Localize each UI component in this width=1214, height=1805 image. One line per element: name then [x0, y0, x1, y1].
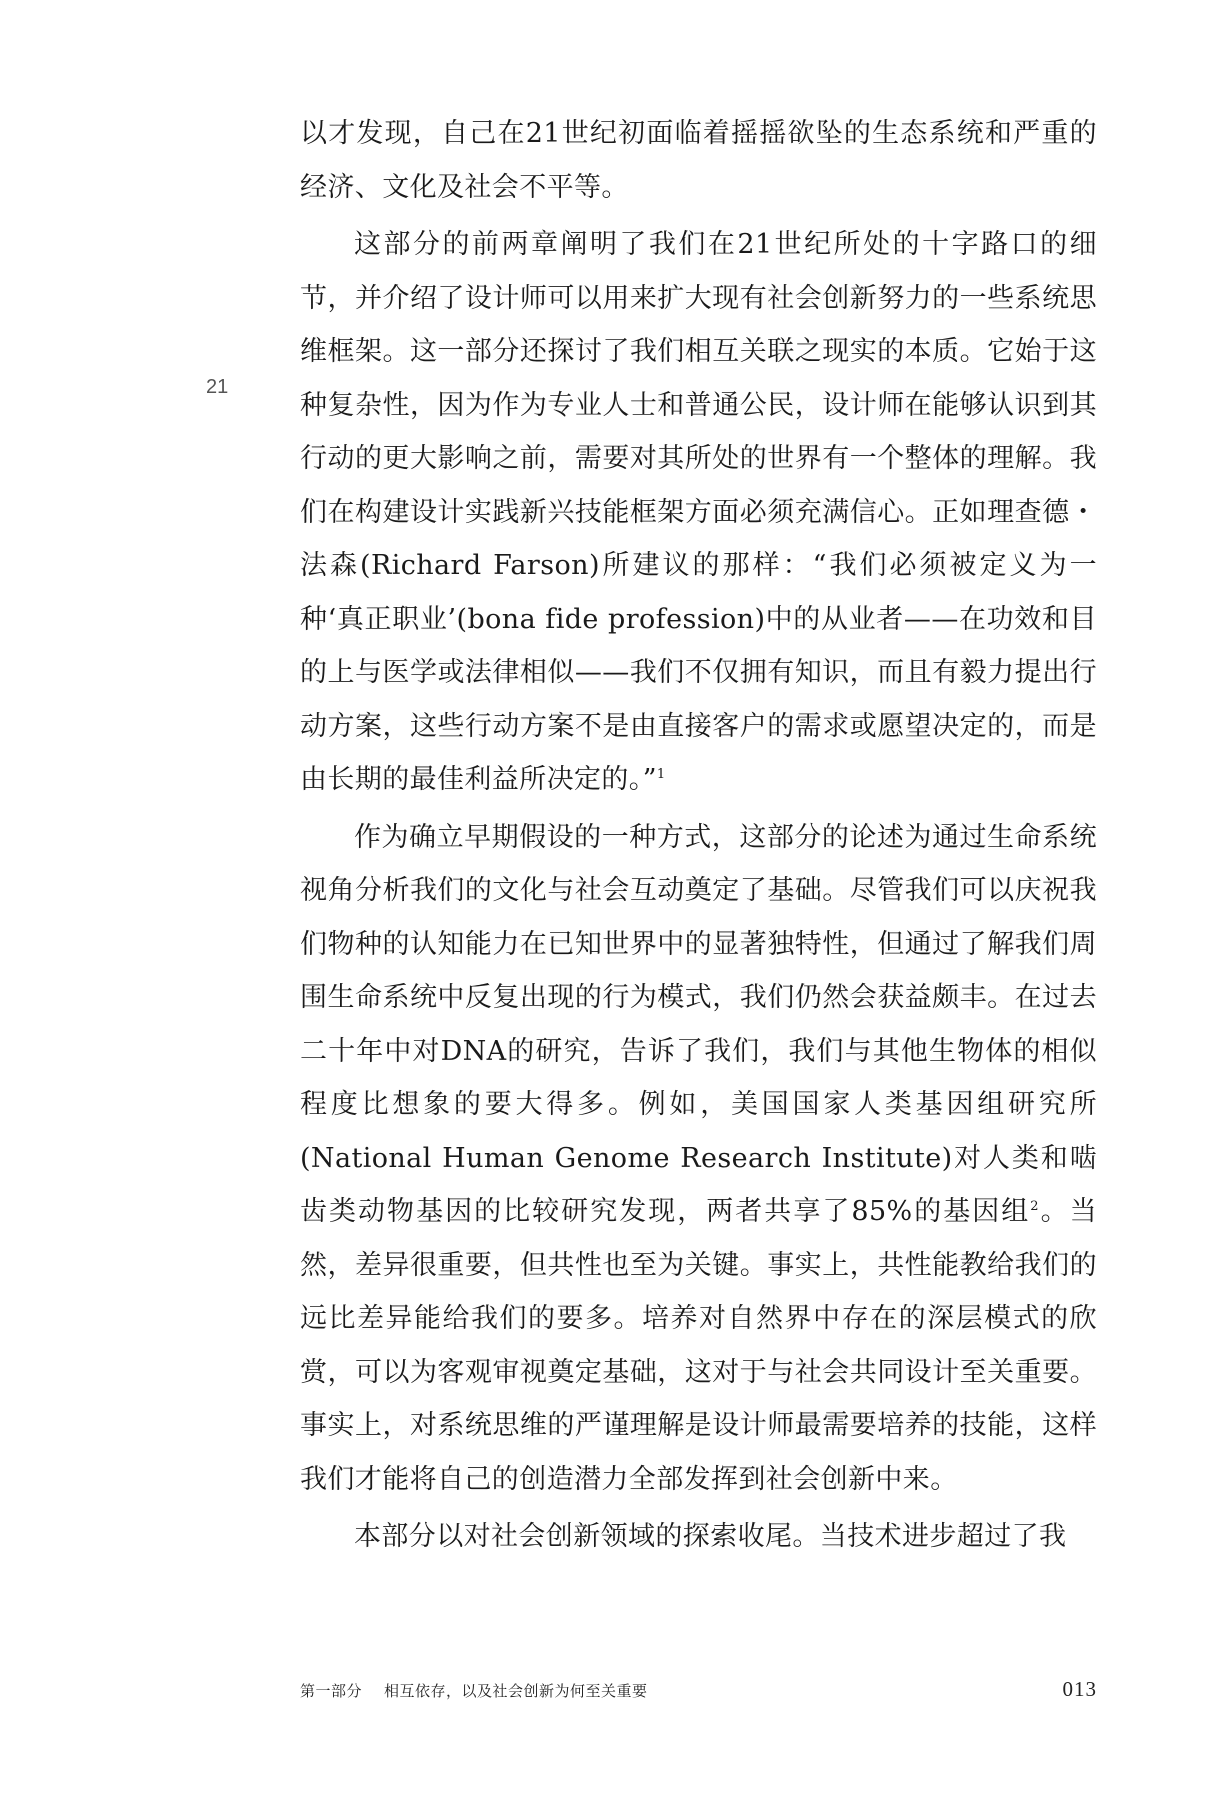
paragraph-4 — [300, 1510, 1097, 1564]
paragraph-1 — [300, 107, 1097, 214]
paragraph-4-text: 本部分以对社会创新领域的探索收尾。当技术进步超过了我 — [354, 1521, 1067, 1552]
margin-page-number: 21 — [206, 376, 229, 398]
paragraph-2 — [300, 218, 1097, 807]
page-folio: 013 — [1062, 1677, 1097, 1701]
paragraph-2-text: 这部分的前两章阐明了我们在21世纪所处的十字路口的细节，并介绍了设计师可以用来扩大现有社会创新努力的一些系统思维框架。这一部分还探讨了我们相互关联之现实的本质。它始于这种复杂性，因为作为专业人士和普通公民，设计师在能够认识到其行动的更大影响之前，需要对其所处的世界有一个整体的理解。我们在构建设计实践新兴技能框架方面必须充满信心。正如理查德・法森(Richard Farson)所建议的那样：“我们必须被定义为一种‘真正职业’(bona fide profession)中的从业者——在功效和目的上与医学或法律相似——我们不仅拥有知识，而且有毅力提出行动方案，这些行动方案不是由直接客户的需求或愿望决定的，而是由长期的最佳利益所决定的。” — [300, 229, 1097, 795]
paragraph-3 — [300, 811, 1097, 1507]
running-footer-title — [300, 1680, 648, 1701]
paragraph-3-text: 作为确立早期假设的一种方式，这部分的论述为通过生命系统视角分析我们的文化与社会互动奠定了基础。尽管我们可以庆祝我们物种的认知能力在已知世界中的显著独特性，但通过了解我们周围生命系统中反复出现的行为模式，我们仍然会获益颇丰。在过去二十年中对DNA的研究，告诉了我们，我们与其他生物体的相似程度比想象的要大得多。例如，美国国家人类基因组研究所(National Human Genome Research Institute)对人类和啮齿类动物基因的比较研究发现，两者共享了85%的基因组 — [300, 821, 1097, 1227]
footer-part-label: 第一部分 — [300, 1682, 363, 1700]
footnote-ref-2: 2 — [1030, 1199, 1039, 1214]
running-footer — [300, 1677, 1097, 1702]
body-text — [300, 107, 1097, 1564]
paragraph-3-text-continued: 。当然，差异很重要，但共性也至为关键。事实上，共性能教给我们的远比差异能给我们的要多。培养对自然界中存在的深层模式的欣赏，可以为客观审视奠定基础，这对于与社会共同设计至关重要。事实上，对系统思维的严谨理解是设计师最需要培养的技能，这样我们才能将自己的创造潜力全部发挥到社会创新中来。 — [300, 1196, 1097, 1495]
paragraph-1-text: 以才发现，自己在21世纪初面临着摇摇欲坠的生态系统和严重的经济、文化及社会不平等。 — [300, 118, 1097, 203]
footnote-ref-1: 1 — [656, 767, 666, 782]
footer-chapter-title: 相互依存，以及社会创新为何至关重要 — [384, 1682, 648, 1700]
